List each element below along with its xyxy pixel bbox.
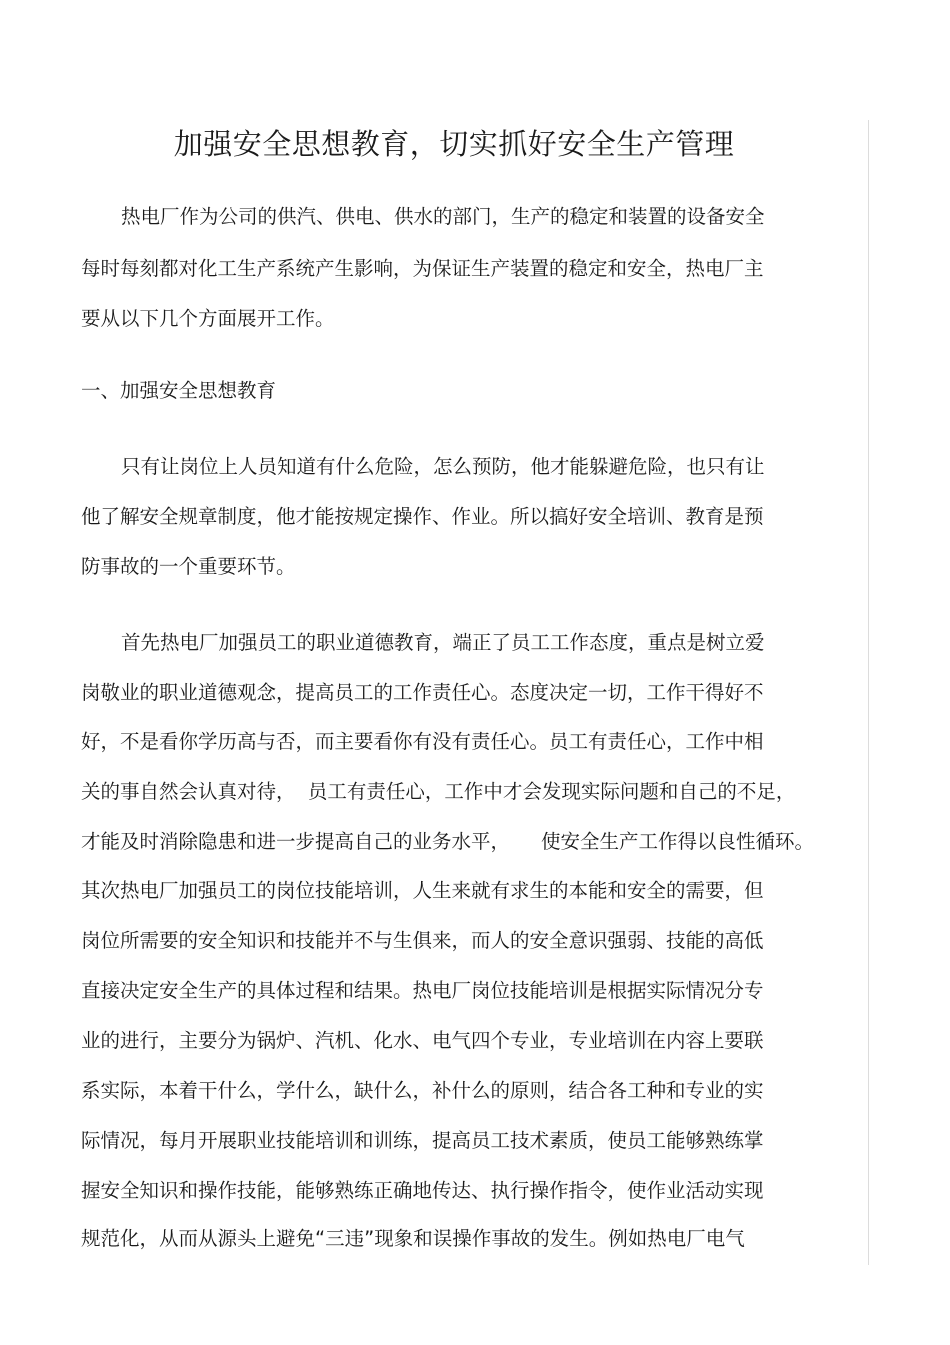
para-ethics-line-2: 岗敬业的职业道德观念，提高员工的工作责任心。态度决定一切，工作干得好不 bbox=[81, 681, 764, 704]
para-ethics-line-4: 关的事自然会认真对待， 员工有责任心，工作中才会发现实际问题和自己的不足， bbox=[81, 780, 796, 803]
para-intro-line-2: 每时每刻都对化工生产系统产生影响，为保证生产装置的稳定和安全，热电厂主 bbox=[81, 257, 764, 280]
page-edge-rule bbox=[868, 120, 869, 1265]
para-ethics-line-1: 首先热电厂加强员工的职业道德教育，端正了员工工作态度，重点是树立爱 bbox=[121, 631, 765, 654]
para-intro-line-1: 热电厂作为公司的供汽、供电、供水的部门，生产的稳定和装置的设备安全 bbox=[121, 205, 765, 228]
para-ethics-line-3: 好，不是看你学历高与否，而主要看你有没有责任心。员工有责任心，工作中相 bbox=[81, 730, 764, 753]
para-skills-line-1: 其次热电厂加强员工的岗位技能培训，人生来就有求生的本能和安全的需要，但 bbox=[81, 879, 764, 902]
section-heading: 一、加强安全思想教育 bbox=[81, 379, 277, 402]
para-skills-line-8: 规范化，从而从源头上避免“三违”现象和误操作事故的发生。例如热电厂电气 bbox=[81, 1227, 745, 1250]
para-skills-line-6: 际情况，每月开展职业技能培训和训练，提高员工技术素质，使员工能够熟练掌 bbox=[81, 1129, 764, 1152]
para-skills-line-3: 直接决定安全生产的具体过程和结果。热电厂岗位技能培训是根据实际情况分专 bbox=[81, 979, 764, 1002]
para-skills-line-4: 业的进行，主要分为锅炉、汽机、化水、电气四个专业，专业培训在内容上要联 bbox=[81, 1029, 764, 1052]
para-skills-line-7: 握安全知识和操作技能，能够熟练正确地传达、执行操作指令，使作业活动实现 bbox=[81, 1179, 764, 1202]
para-skills-line-2: 岗位所需要的安全知识和技能并不与生俱来，而人的安全意识强弱、技能的高低 bbox=[81, 929, 764, 952]
para-skills-line-5: 系实际，本着干什么，学什么，缺什么，补什么的原则，结合各工种和专业的实 bbox=[81, 1079, 764, 1102]
document-title: 加强安全思想教育，切实抓好安全生产管理 bbox=[173, 127, 735, 161]
para-intro-line-3: 要从以下几个方面展开工作。 bbox=[81, 307, 335, 330]
para-ethics-line-5: 才能及时消除隐患和进一步提高自己的业务水平， 使安全生产工作得以良性循环。 bbox=[81, 830, 814, 853]
para-awareness-line-3: 防事故的一个重要环节。 bbox=[81, 555, 296, 578]
para-awareness-line-2: 他了解安全规章制度，他才能按规定操作、作业。所以搞好安全培训、教育是预 bbox=[81, 505, 764, 528]
para-awareness-line-1: 只有让岗位上人员知道有什么危险，怎么预防，他才能躲避危险，也只有让 bbox=[121, 455, 765, 478]
